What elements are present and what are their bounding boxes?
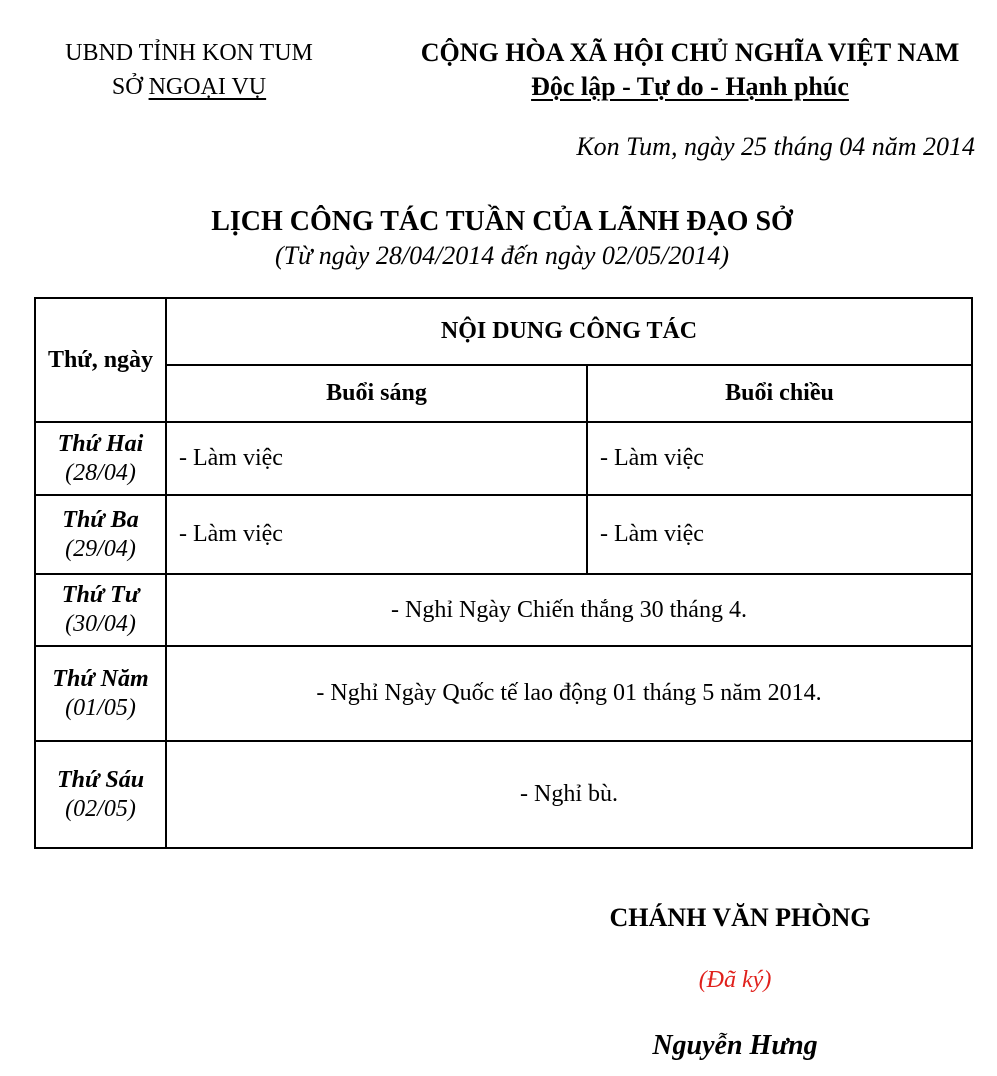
agency-prefix: SỞ xyxy=(111,74,149,100)
afternoon-cell: - Làm việc xyxy=(587,422,972,495)
merged-cell: - Nghỉ bù. xyxy=(166,741,972,848)
signer-name: Nguyễn Hưng xyxy=(652,1030,818,1061)
signer-position: CHÁNH VĂN PHÒNG xyxy=(609,903,871,932)
day-name: Thứ Sáu xyxy=(56,766,145,793)
col-header-content: NỘI DUNG CÔNG TÁC xyxy=(166,298,972,365)
morning-cell: - Làm việc xyxy=(166,495,587,574)
day-date: (02/05) xyxy=(65,795,136,822)
place-date: Kon Tum, ngày 25 tháng 04 năm 2014 xyxy=(576,132,975,161)
table-row xyxy=(35,495,972,574)
day-name: Thứ Hai xyxy=(57,430,144,457)
motto: Độc lập - Tự do - Hạnh phúc xyxy=(531,72,849,101)
agency-name-line xyxy=(34,72,344,102)
day-cell xyxy=(35,646,166,741)
day-date: (28/04) xyxy=(65,459,136,486)
day-date: (30/04) xyxy=(65,611,136,637)
day-name: Thứ Năm xyxy=(52,665,149,692)
schedule-table xyxy=(34,297,973,849)
table-row xyxy=(35,741,972,848)
morning-cell: - Làm việc xyxy=(166,422,587,495)
table-row xyxy=(35,574,972,646)
table-row xyxy=(35,646,972,741)
day-cell xyxy=(35,574,166,646)
page-subtitle: (Từ ngày 28/04/2014 đến ngày 02/05/2014) xyxy=(275,241,729,270)
motto-line xyxy=(400,72,980,102)
table-row xyxy=(35,422,972,495)
page-title: LỊCH CÔNG TÁC TUẦN CỦA LÃNH ĐẠO SỞ xyxy=(211,206,793,237)
agency-parent: UBND TỈNH KON TUM xyxy=(65,40,313,66)
afternoon-cell: - Làm việc xyxy=(587,495,972,574)
day-date: (01/05) xyxy=(65,694,136,721)
country-name: CỘNG HÒA XÃ HỘI CHỦ NGHĨA VIỆT NAM xyxy=(420,38,960,67)
signed-note: (Đã ký) xyxy=(698,967,772,993)
day-name: Thứ Tư xyxy=(61,582,140,608)
col-header-morning: Buổi sáng xyxy=(166,365,587,422)
day-cell xyxy=(35,495,166,574)
merged-cell: - Nghỉ Ngày Chiến thắng 30 tháng 4. xyxy=(166,574,972,646)
agency-name: NGOẠI VỤ xyxy=(148,74,267,100)
day-cell xyxy=(35,741,166,848)
day-cell xyxy=(35,422,166,495)
day-name: Thứ Ba xyxy=(62,506,139,533)
day-date: (29/04) xyxy=(65,535,136,562)
col-header-afternoon: Buổi chiều xyxy=(587,365,972,422)
col-header-day: Thứ, ngày xyxy=(35,298,166,422)
merged-cell: - Nghỉ Ngày Quốc tế lao động 01 tháng 5 năm 2014. xyxy=(166,646,972,741)
